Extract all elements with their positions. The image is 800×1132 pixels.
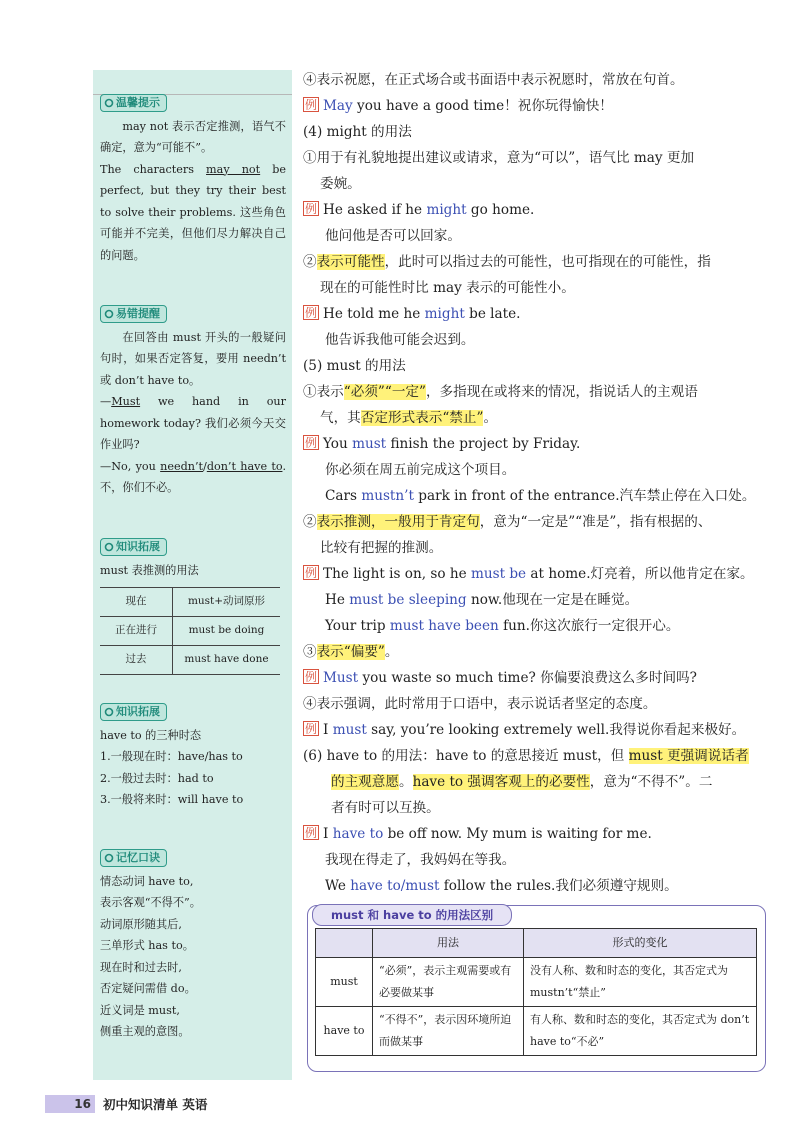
text-line: ②表示可能性，此时可以指过去的可能性，也可指现在的可能性，指 (303, 254, 711, 270)
list-item: 3.一般将来时：will have to (100, 793, 244, 806)
example-line: 例 I must say, you’re looking extremely well.我得说你看起来极好。 (304, 722, 746, 738)
example-badge: 例 (304, 98, 317, 112)
example-line: 例 The light is on, so he must be at home.灯亮着，所以他肯定在家。 (304, 566, 754, 582)
example-badge: 例 (304, 670, 317, 684)
text-line: ③表示“偏要”。 (303, 644, 399, 660)
tip-tag-label: 温馨提示 (116, 96, 160, 109)
error-text: 在回答由 must 开头的一般疑问句时，如果否定答复，要用 needn’t 或 don’t have to。 (100, 330, 286, 387)
extension-tag (100, 538, 167, 556)
tip-text: may not 表示否定推测，语气不确定，意为“可能不”。 (100, 119, 286, 154)
error-tag (100, 305, 167, 323)
comparison-title: must 和 have to 的用法区别 (312, 904, 512, 926)
inference-table (100, 587, 280, 675)
example-badge: 例 (304, 202, 317, 216)
tip-tag (100, 94, 167, 112)
text-line: 气，其否定形式表示“禁止”。 (320, 410, 498, 426)
loop-icon (104, 542, 114, 552)
page-footer (45, 1095, 207, 1113)
section-heading: (5) must 的用法 (303, 358, 406, 374)
list-item: 动词原形随其后, (100, 917, 182, 931)
tip-box-warm (100, 94, 286, 266)
loop-icon (104, 98, 114, 108)
section-heading: (4) might 的用法 (303, 124, 412, 140)
list-item: 侧重主观的意图。 (100, 1025, 190, 1038)
mnemonic-tag (100, 849, 167, 867)
text-line: ④表示强调，此时常用于口语中，表示说话者坚定的态度。 (303, 696, 657, 712)
tip-box-extension-1 (100, 538, 286, 675)
tenses-title: have to 的三种时态 (100, 728, 202, 742)
list-item: 1.一般现在时：have/has to (100, 750, 243, 763)
example-badge: 例 (304, 566, 317, 580)
tip-box-mnemonic (100, 849, 286, 1043)
section-heading: (6) have to 的用法：have to 的意思接近 must，但 must 更强调说话者 (303, 748, 749, 764)
text-line: ①表示“必须”“一定”，多指现在或将来的情况，指说话人的主观语 (303, 384, 698, 400)
extension-tag-label: 知识拓展 (116, 705, 160, 718)
example-badge: 例 (304, 826, 317, 840)
example-badge: 例 (304, 436, 317, 450)
text-line: 委婉。 (320, 176, 361, 192)
table-row: have to “不得不”，表示因环境所迫而做某事 有人称、数和时态的变化，其否定式为 don’t have to“不必” (316, 1007, 757, 1056)
example-line: We have to/must follow the rules.我们必须遵守规则。 (325, 878, 678, 894)
extension-tag-label: 知识拓展 (116, 540, 160, 553)
list-item: 现在时和过去时, (100, 960, 182, 974)
comparison-table (315, 928, 757, 1056)
text-line: ④表示祝愿，在正式场合或书面语中表示祝愿时，常放在句首。 (303, 72, 684, 88)
translation-line: 我现在得走了，我妈妈在等我。 (325, 852, 516, 868)
list-item: 2.一般过去时：had to (100, 771, 214, 785)
text-line: 者有时可以互换。 (331, 800, 440, 816)
example-badge: 例 (304, 306, 317, 320)
text-line: 的主观意愿。have to 强调客观上的必要性，意为“不得不”。二 (331, 774, 713, 790)
table-header-row: 用法 形式的变化 (316, 929, 757, 958)
error-question: —Must we hand in our homework today? 我们必须今天交作业吗? (100, 395, 286, 451)
example-line: He must be sleeping now.他现在一定是在睡觉。 (325, 592, 639, 608)
translation-line: 他问他是否可以回家。 (325, 228, 461, 244)
table-row: 正在进行 must be doing (100, 617, 280, 646)
example-line: Cars mustn’t park in front of the entrance.汽车禁止停在入口处。 (325, 488, 756, 504)
example-line: 例 Must you waste so much time? 你偏要浪费这么多时间吗? (304, 670, 697, 686)
tip-box-error (100, 305, 286, 499)
text-line: 比较有把握的推测。 (320, 540, 443, 556)
error-answer: —No, you needn’t/don’t have to.不，你们不必。 (100, 459, 286, 494)
table-row: 过去 must have done (100, 646, 280, 675)
example-line: 例 He told me he might be late. (304, 306, 521, 322)
tip-box-extension-2 (100, 703, 286, 811)
list-item: 情态动词 have to, (100, 874, 194, 888)
extension-title: must 表推测的用法 (100, 563, 199, 577)
example-line: 例 May you have a good time！祝你玩得愉快！ (304, 98, 613, 114)
list-item: 三单形式 has to。 (100, 939, 194, 952)
example-line: Your trip must have been fun.你这次旅行一定很开心。 (325, 618, 680, 634)
error-tag-label: 易错提醒 (116, 307, 160, 320)
page-number: 16 (45, 1095, 95, 1113)
text-line: ①用于有礼貌地提出建议或请求，意为“可以”，语气比 may 更加 (303, 150, 695, 166)
tip-example: The characters may not be perfect, but they try their best to solve their problems. 这些角色可能并不完美，但他们尽力解决自己的问题。 (100, 162, 287, 262)
table-row: 现在 must+动词原形 (100, 588, 280, 617)
translation-line: 你必须在周五前完成这个项目。 (325, 462, 516, 478)
table-row: must “必须”，表示主观需要或有必要做某事 没有人称、数和时态的变化，其否定式为 mustn’t“禁止” (316, 958, 757, 1007)
list-item: 否定疑问需借 do。 (100, 982, 196, 995)
example-badge: 例 (304, 722, 317, 736)
loop-icon (104, 707, 114, 717)
loop-icon (104, 853, 114, 863)
list-item: 近义词是 must, (100, 1003, 180, 1017)
translation-line: 他告诉我他可能会迟到。 (325, 332, 475, 348)
list-item: 表示客观“不得不”。 (100, 896, 201, 909)
extension-tag (100, 703, 167, 721)
example-line: 例 He asked if he might go home. (304, 202, 535, 218)
text-line: 现在的可能性时比 may 表示的可能性小。 (320, 280, 575, 296)
loop-icon (104, 309, 114, 319)
example-line: 例 You must finish the project by Friday. (304, 436, 581, 452)
text-line: ②表示推测，一般用于肯定句，意为“一定是”“准是”，指有根据的、 (303, 514, 712, 530)
mnemonic-tag-label: 记忆口诀 (116, 851, 160, 864)
book-title: 初中知识清单 英语 (103, 1097, 208, 1112)
example-line: 例 I have to be off now. My mum is waiting for me. (304, 826, 652, 842)
